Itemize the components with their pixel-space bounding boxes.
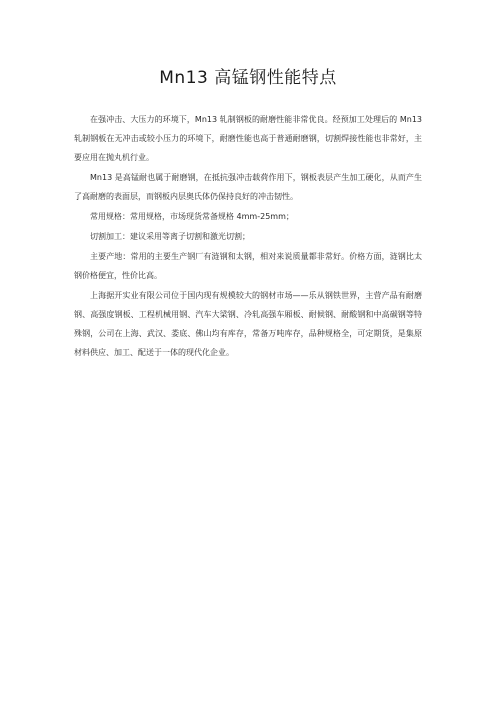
paragraph-hardening: Mn13 是高锰耐也属于耐磨钢，在抵抗强冲击载荷作用下，钢板表层产生加工硬化，从而产生了高耐磨的表面层，而钢板内层奥氏体仍保持良好的冲击韧性。 xyxy=(74,173,422,201)
paragraph-specification: 常用规格：常用规格，市场现货常备规格 4mm-25mm； xyxy=(90,212,294,221)
paragraph-company: 上海据开实业有限公司位于国内现有规模较大的钢材市场——乐从钢铁世界，主营产品有耐磨钢、高强度钢板、工程机械用钢、汽车大梁钢、冷轧高强车厢板、耐候钢、耐酸钢和中高碳钢等特殊钢，公司在上海、武汉、娄底、佛山均有库存，常备万吨库存，品种规格全，可定期货，是集原材料供应、加工、配送于一体的现代化企业。 xyxy=(74,291,422,357)
document-title: Mn13 高锰钢性能特点 xyxy=(159,68,337,88)
paragraph-performance: 在强冲击、大压力的环境下，Mn13 轧制钢板的耐磨性能非常优良。经预加工处理后的 Mn13 轧制钢板在无冲击或较小压力的环境下，耐磨性能也高于普通耐磨钢，切割焊接性能也非常好，主要应用在抛丸机行业。 xyxy=(74,115,422,162)
paragraph-origin: 主要产地：常用的主要生产钢厂有涟钢和太钢，相对来说质量都非常好。价格方面，涟钢比太钢价格便宜，性价比高。 xyxy=(74,252,422,280)
paragraph-cutting: 切割加工：建议采用等离子切割和激光切割； xyxy=(90,232,250,241)
